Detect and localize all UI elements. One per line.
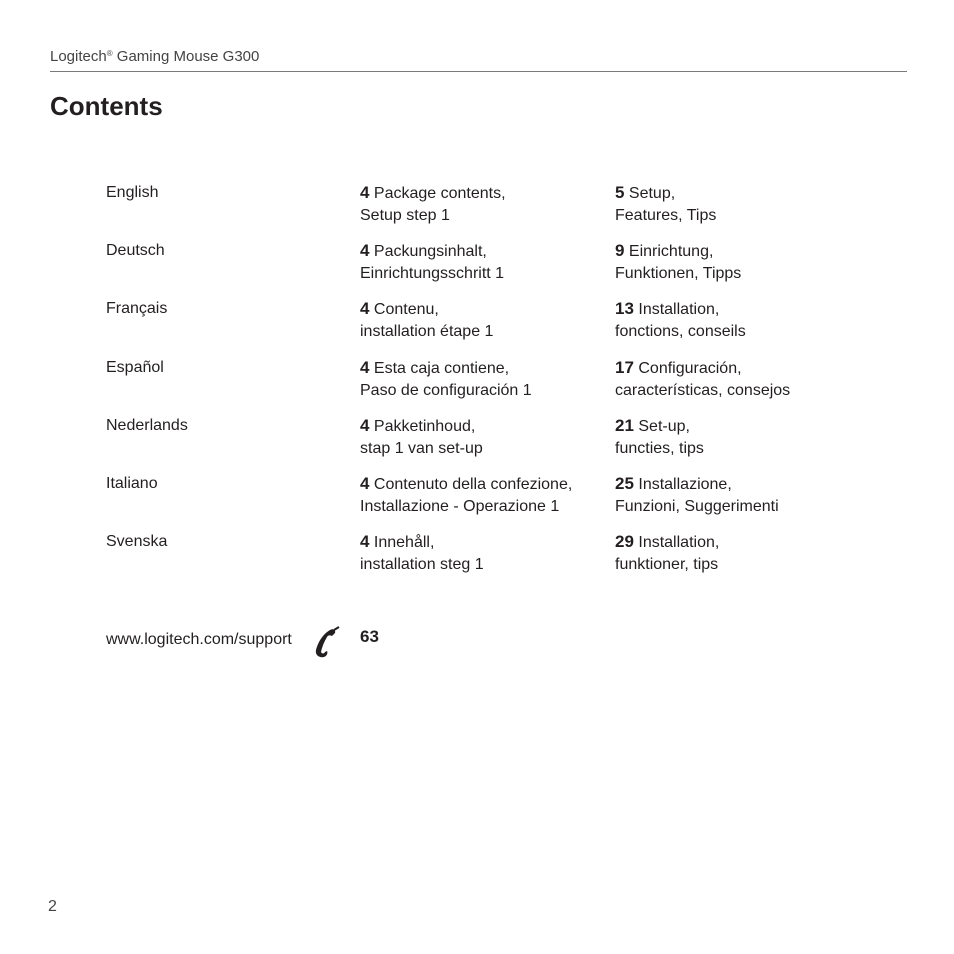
contents-row-svenska xyxy=(0,531,954,579)
entry-line-1: Packungsinhalt, xyxy=(369,243,487,260)
page-number: 21 xyxy=(615,416,634,435)
language-label: Nederlands xyxy=(106,417,188,434)
entry-line-1: Configuración, xyxy=(633,360,742,377)
page-number: 4 xyxy=(360,358,370,377)
entry-line-2: installation steg 1 xyxy=(360,556,484,573)
language-label: Svenska xyxy=(106,533,168,550)
language-label: Deutsch xyxy=(106,242,165,259)
page-number: 13 xyxy=(615,299,634,318)
page-number: 4 xyxy=(360,183,370,202)
entry-line-1: Set-up, xyxy=(633,418,690,435)
header-brand: Logitech xyxy=(50,48,107,65)
page-number: 4 xyxy=(360,416,370,435)
page-number: 4 xyxy=(360,241,370,260)
page-number: 17 xyxy=(615,358,634,377)
support-url-link[interactable]: www.logitech.com/support xyxy=(106,631,292,648)
page-number: 29 xyxy=(615,532,634,551)
entry-line-2: Setup step 1 xyxy=(360,207,450,224)
entry-line-2: Installazione - Operazione 1 xyxy=(360,498,560,515)
entry-line-1: Pakketinhoud, xyxy=(369,418,476,435)
page-number: 4 xyxy=(360,532,370,551)
section-features-entry[interactable] xyxy=(615,531,719,576)
entry-line-1: Contenu, xyxy=(369,301,439,318)
entry-line-1: Contenuto della confezione, xyxy=(369,476,573,493)
entry-line-2: stap 1 van set-up xyxy=(360,440,483,457)
section-setup-entry[interactable] xyxy=(360,240,504,285)
section-setup-entry[interactable] xyxy=(360,182,506,227)
entry-line-2: características, consejos xyxy=(615,382,791,399)
section-features-entry[interactable] xyxy=(615,298,746,343)
language-label: English xyxy=(106,184,159,201)
contents-row-deutsch xyxy=(0,240,954,288)
entry-line-1: Setup, xyxy=(624,185,676,202)
section-setup-entry[interactable] xyxy=(360,473,572,518)
entry-line-2: installation étape 1 xyxy=(360,323,494,340)
page-number: 25 xyxy=(615,474,634,493)
header-product: Gaming Mouse G300 xyxy=(112,48,260,65)
section-setup-entry[interactable] xyxy=(360,298,493,343)
page-number: 5 xyxy=(615,183,625,202)
entry-line-1: Innehåll, xyxy=(369,534,435,551)
entry-line-1: Esta caja contiene, xyxy=(369,360,510,377)
entry-line-2: Funktionen, Tipps xyxy=(615,265,742,282)
contents-row-espanol xyxy=(0,357,954,405)
section-features-entry[interactable] xyxy=(615,240,741,285)
page-number: 4 xyxy=(360,299,370,318)
entry-line-2: Features, Tips xyxy=(615,207,717,224)
contents-row-nederlands xyxy=(0,415,954,463)
contents-row-english xyxy=(0,182,954,230)
entry-line-2: Paso de configuración 1 xyxy=(360,382,532,399)
section-features-entry[interactable] xyxy=(615,357,790,402)
language-label: Español xyxy=(106,359,164,376)
page-title: Contents xyxy=(50,91,163,121)
registered-mark: ® xyxy=(106,49,113,58)
entry-line-2: Funzioni, Suggerimenti xyxy=(615,498,779,515)
page-number: 4 xyxy=(360,474,370,493)
language-label: Français xyxy=(106,300,168,317)
support-page-number[interactable]: 63 xyxy=(360,627,379,646)
section-setup-entry[interactable] xyxy=(360,357,532,402)
entry-line-1: Installation, xyxy=(633,301,720,318)
entry-line-2: functies, tips xyxy=(615,440,704,457)
section-setup-entry[interactable] xyxy=(360,531,484,576)
language-label: Italiano xyxy=(106,475,158,492)
entry-line-2: Einrichtungsschritt 1 xyxy=(360,265,505,282)
contents-row-francais xyxy=(0,298,954,346)
page-number: 9 xyxy=(615,241,625,260)
section-setup-entry[interactable] xyxy=(360,415,483,460)
support-row xyxy=(0,626,954,662)
entry-line-1: Package contents, xyxy=(369,185,506,202)
entry-line-1: Installazione, xyxy=(633,476,732,493)
section-features-entry[interactable] xyxy=(615,182,716,227)
entry-line-2: funktioner, tips xyxy=(615,556,719,573)
phone-icon xyxy=(313,626,341,658)
contents-row-italiano xyxy=(0,473,954,521)
section-features-entry[interactable] xyxy=(615,473,779,518)
entry-line-2: fonctions, conseils xyxy=(615,323,746,340)
entry-line-1: Installation, xyxy=(633,534,720,551)
entry-line-1: Einrichtung, xyxy=(624,243,714,260)
page-footer-number: 2 xyxy=(48,898,57,915)
section-features-entry[interactable] xyxy=(615,415,704,460)
